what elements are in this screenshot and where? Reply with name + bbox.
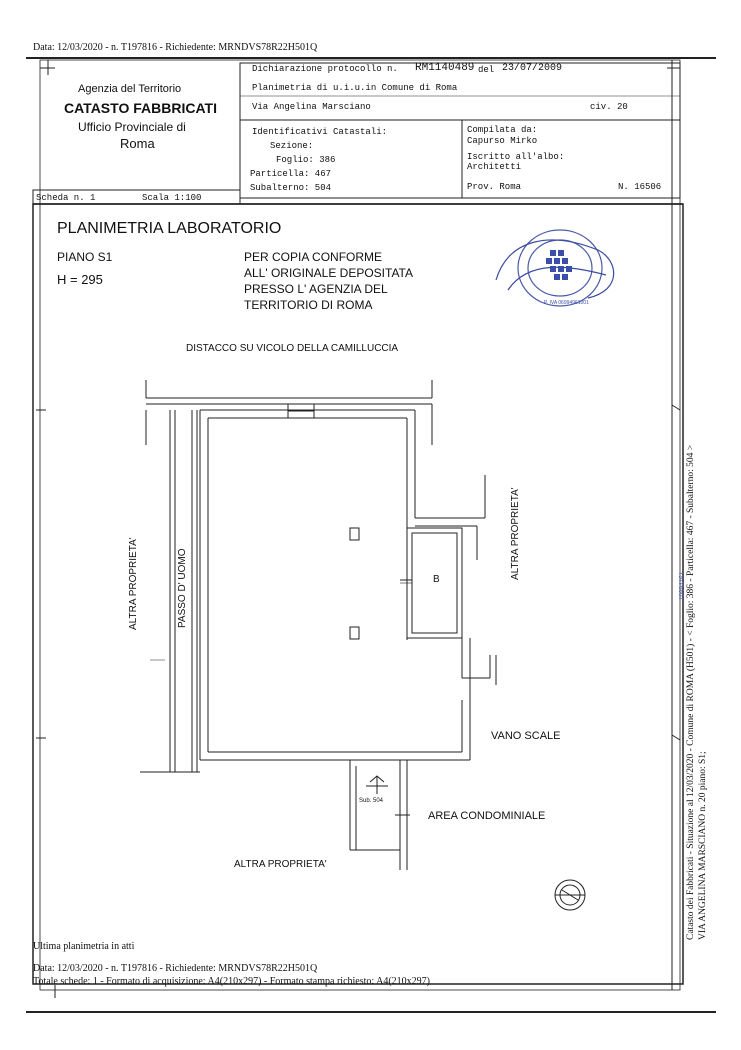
- sezione: Sezione:: [270, 141, 314, 151]
- prov: Prov. Roma: [467, 182, 522, 192]
- header-line: Data: 12/03/2020 - n. T197816 - Richiedente: MRNDVS78R22H501Q: [33, 42, 318, 53]
- compilata-name: Capurso Mirko: [467, 136, 538, 146]
- planimetria-line: Planimetria di u.i.u.in Comune di Roma: [252, 83, 458, 93]
- iscritto-label: Iscritto all'albo:: [467, 152, 565, 162]
- header-rule: [26, 57, 716, 59]
- side-address-line: VIA ANGELINA MARSCIANO n. 20 piano: S1;: [698, 751, 708, 940]
- footer-data-line: Data: 12/03/2020 - n. T197816 - Richiedente: MRNDVS78R22H501Q: [33, 963, 318, 974]
- footer-totale-line: Totale schede: 1 - Formato di acquisizione: A4(210x297) - Formato stampa richiesto: A4(210x297): [33, 976, 430, 987]
- copy-note: [244, 249, 413, 313]
- protocol-del: del: [478, 65, 495, 75]
- altra-right-label: ALTRA PROPRIETA': [510, 487, 521, 580]
- room-b-label: B: [433, 574, 440, 585]
- protocol-label: Dichiarazione protocollo n.: [252, 64, 398, 74]
- plan-title: PLANIMETRIA LABORATORIO: [57, 220, 282, 237]
- protocol-number: RM1140489: [415, 62, 475, 74]
- vano-scale-label: VANO SCALE: [491, 730, 561, 742]
- plan-height: H = 295: [57, 272, 103, 287]
- scheda-number: Scheda n. 1: [36, 193, 96, 203]
- distacco-label: DISTACCO SU VICOLO DELLA CAMILLUCCIA: [186, 343, 399, 354]
- agency-office: Ufficio Provinciale di: [78, 120, 186, 134]
- copy-note-line: ALL' ORIGINALE DEPOSITATA: [244, 266, 414, 280]
- albo-number: N. 16506: [618, 182, 662, 192]
- protocol-date: 23/07/2009: [502, 63, 563, 74]
- altra-bottom-label: ALTRA PROPRIETA': [234, 859, 327, 870]
- agency-city: Roma: [120, 136, 155, 151]
- notary-stamp: [488, 220, 628, 320]
- sub-label: Sub. 504: [359, 798, 384, 804]
- civ-number: civ. 20: [590, 102, 628, 112]
- area-condominiale-label: AREA CONDOMINIALE: [428, 810, 546, 822]
- agency-catasto: CATASTO FABBRICATI: [64, 100, 217, 116]
- albo: Architetti: [467, 162, 522, 172]
- subalterno: Subalterno: 504: [250, 183, 332, 193]
- ultima-planimetria: Ultima planimetria in atti: [33, 941, 135, 952]
- side-stamp-number: 10994161: [678, 572, 686, 600]
- copy-note-line: TERRITORIO DI ROMA: [244, 298, 373, 312]
- copy-note-line: PRESSO L' AGENZIA DEL: [244, 282, 388, 296]
- stamp-text: P. IVA 06994961001: [544, 300, 589, 306]
- copy-note-line: PER COPIA CONFORME: [244, 250, 383, 264]
- compilata-title: Compilata da:: [467, 125, 538, 135]
- plan-floor: PIANO S1: [57, 250, 113, 264]
- particella: Particella: 467: [250, 169, 332, 179]
- side-cadastral-line: Catasto dei Fabbricati - Situazione al 12/03/2020 - Comune di ROMA (H501) - < Foglio: 386 - Particella: 467 - Subalterno: 504 >: [686, 444, 696, 940]
- altra-left-label: ALTRA PROPRIETA': [128, 537, 139, 630]
- address-line: Via Angelina Marsciano: [252, 102, 371, 112]
- identificativi-title: Identificativi Catastali:: [252, 127, 388, 137]
- passo-label: PASSO D' UOMO: [177, 548, 188, 628]
- scala: Scala 1:100: [142, 193, 202, 203]
- agency-name: Agenzia del Territorio: [78, 83, 182, 95]
- foglio: Foglio: 386: [276, 155, 336, 165]
